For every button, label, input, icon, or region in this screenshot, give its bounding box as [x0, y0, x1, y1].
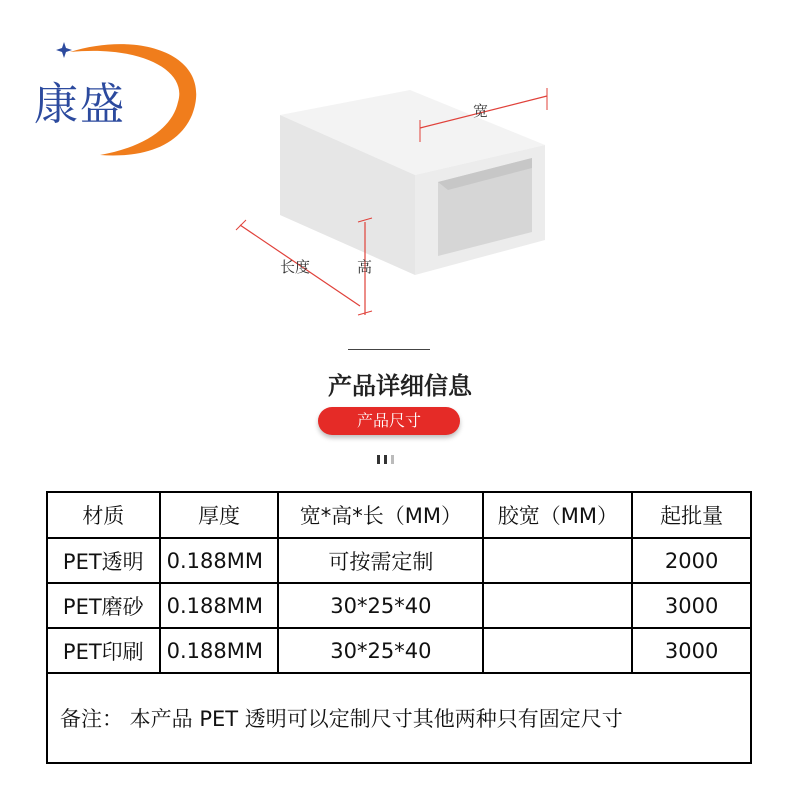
spec-table — [46, 491, 752, 764]
dot — [391, 455, 394, 464]
carousel-dots — [377, 449, 398, 468]
cell-thickness: 0.188MM — [160, 583, 279, 628]
dot — [377, 455, 380, 464]
table-row — [47, 628, 751, 673]
section-title: 产品详细信息 — [328, 372, 472, 400]
logo-text: 康盛 — [34, 79, 126, 130]
table-row — [47, 538, 751, 583]
dot — [384, 455, 387, 464]
section-pill-badge: 产品尺寸 — [318, 407, 460, 435]
cell-dimensions: 可按需定制 — [278, 538, 483, 583]
cell-thickness: 0.188MM — [160, 628, 279, 673]
header-thickness: 厚度 — [160, 492, 279, 538]
table-row — [47, 583, 751, 628]
table-header-row — [47, 492, 751, 538]
product-diagram — [220, 70, 580, 330]
brand-logo — [20, 30, 220, 170]
cell-dimensions: 30*25*40 — [278, 628, 483, 673]
cell-dimensions: 30*25*40 — [278, 583, 483, 628]
cell-moq: 3000 — [632, 583, 751, 628]
header-moq: 起批量 — [632, 492, 751, 538]
table-note-row — [47, 673, 751, 763]
cell-glue-width — [483, 538, 632, 583]
star-icon — [56, 42, 72, 58]
width-label: 宽 — [473, 102, 489, 120]
height-label: 高 — [357, 258, 373, 276]
header-glue-width: 胶宽（MM） — [483, 492, 632, 538]
cell-glue-width — [483, 628, 632, 673]
cell-material: PET磨砂 — [47, 583, 160, 628]
cell-material: PET透明 — [47, 538, 160, 583]
note-text: 备注： 本产品 PET 透明可以定制尺寸其他两种只有固定尺寸 — [47, 673, 751, 763]
sleeve-box-illustration — [220, 70, 580, 330]
header-dimensions: 宽*高*长（MM） — [278, 492, 483, 538]
length-label: 长度 — [280, 258, 311, 276]
cell-moq: 3000 — [632, 628, 751, 673]
cell-moq: 2000 — [632, 538, 751, 583]
cell-material: PET印刷 — [47, 628, 160, 673]
cell-glue-width — [483, 583, 632, 628]
header-material: 材质 — [47, 492, 160, 538]
cell-thickness: 0.188MM — [160, 538, 279, 583]
title-divider — [348, 349, 430, 350]
